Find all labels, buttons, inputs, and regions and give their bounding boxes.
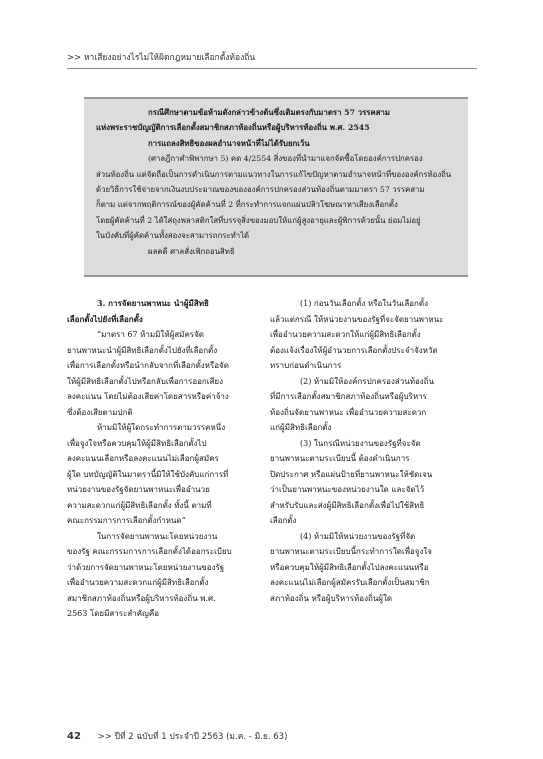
right-column-line: ลงคะแนนไม่เลือกผู้สมัครรับเลือกตั้งเป็นสมาชิก (270, 578, 430, 587)
left-column-line: 2563 โดยมีสาระสำคัญคือ (67, 609, 160, 618)
left-column-line: คณะกรรมการการเลือกตั้งกำหนด” (67, 516, 186, 525)
footer-text: >> ปีที่ 2 ฉบับที่ 1 ประจำปี 2563 (ม.ค. - มิ.ย. 63) (97, 732, 288, 742)
page-footer (67, 729, 487, 743)
header-rule (67, 68, 477, 69)
left-column-line: เพื่ออำนวยความสะดวกแก่ผู้มีสิทธิเลือกตั้ง (67, 578, 209, 587)
left-column-line: ลงคะแนน โดยไม่ต้องเสียค่าโดยสารหรือค่าจ้าง (67, 392, 229, 401)
right-column-line: เลือกตั้ง (270, 516, 297, 525)
right-column-line: หรือควบคุมให้ผู้มีสิทธิเลือกตั้งไปลงคะแนนหรือ (270, 562, 429, 572)
right-column-line: (3) ในกรณีหน่วยงานของรัฐที่จะจัด (300, 438, 421, 448)
right-column-line: ยานพาหนะตามระเบียบนี้ ต้องดำเนินการ (270, 454, 410, 463)
right-column-line: (4) ห้ามมิให้หน่วยงานของรัฐที่จัด (300, 531, 416, 541)
left-column-line: สมาชิกสภาท้องถิ่นหรือผู้บริหารท้องถิ่น พ.ศ. (67, 593, 216, 603)
header-text: >> หาเสียงอย่างไรไม่ให้ผิดกฎหมายเลือกตั้งท้องถิ่น (67, 53, 256, 63)
case-study-line: กรณีศึกษาตามข้อห้ามดังกล่าวข้างต้นซึ่งเติมตรงกับมาตรา 57 วรรคสาม (148, 108, 390, 117)
left-column-line: เพื่อการเลือกตั้งหรือนำกลับจากที่เลือกตั้งหรือจัด (67, 361, 229, 370)
left-column-line: ลงคะแนนเลือกหรือลงคะแนนไม่เลือกผู้สมัคร (67, 454, 219, 463)
case-study-line: การแถลงสิทธิของผลอำนาจหน้าที่ไม่ได้รับยกเว้น (148, 138, 310, 148)
right-column-line: สภาท้องถิ่น หรือผู้บริหารท้องถิ่นผู้ใด (270, 593, 393, 603)
case-study-line: ผลคดี ศาลสั่งเพิกถอนสิทธิ (148, 246, 235, 256)
page-number: 42 (67, 731, 81, 742)
right-column-line: ที่มีการเลือกตั้งสมาชิกสภาท้องถิ่นหรือผู้บริหาร (270, 392, 427, 401)
case-study-line: ด้วยวิธีการใช้จ่ายจากเงินงบประมาณของขององค์การปกครองส่วนท้องถิ่นตามมาตรา 57 วรรคสาม (96, 185, 425, 195)
case-study-text (96, 105, 456, 259)
right-column-line: สำหรับรับและส่งผู้มีสิทธิเลือกตั้งเพื่อไปใช้สิทธิ (270, 500, 425, 510)
left-column-line: เพื่อจูงใจหรือควบคุมให้ผู้มีสิทธิเลือกตั้งไป (67, 438, 207, 448)
case-study-line: โดยผู้คัดค้านที่ 2 ได้ใส่ถุงพลาสติกใสที่บรรจุสิ่งของมอบให้แก่ผู้สูงอายุและผู้พิการด้วยนั้น ย่อมไม่อยู่ (96, 215, 421, 225)
left-column-line: “มาตรา 67 ห้ามมิให้ผู้สมัครจัด (97, 330, 204, 339)
case-study-line: แห่งพระราชบัญญัติการเลือกตั้งสมาชิกสภาท้องถิ่นหรือผู้บริหารท้องถิ่น พ.ศ. 2545 (96, 123, 370, 133)
right-column-line: ต้องแจ้งเรื่องให้ผู้อำนวยการเลือกตั้งประจำจังหวัด (270, 345, 438, 355)
case-study-line: ส่วนท้องถิ่น แต่จัดถือเป็นการดำเนินการตามแนวทางในการแก้ไขปัญหาตามอำนาจหน้าที่ขององค์กรท้องถิ่น (96, 169, 452, 179)
left-column-line: ยานพาหนะนำผู้มีสิทธิเลือกตั้งไปยังที่เลือกตั้ง (67, 345, 218, 355)
case-study-line: ก็ตาม แต่จากพฤติการณ์ของผู้คัดค้านที่ 2 ที่กระทำการแจกแผ่นปลิวโฆษณาหาเสียงเลือกตั้ง (96, 200, 398, 210)
left-column-line: ผู้ใด บทบัญญัติในมาตรานี้มิให้ใช้บังคับแก่การที่ (67, 469, 229, 479)
left-column-line: ห้ามมิให้ผู้ใดกระทำการตามวรรคหนึ่ง (97, 423, 226, 432)
running-header (67, 50, 477, 64)
right-column-line: (1) ก่อนวันเลือกตั้ง หรือในวันเลือกตั้ง (300, 299, 428, 308)
box-top-border (84, 97, 468, 99)
right-column-line: ปิดประกาศ หรือแผ่นป้ายที่ยานพาหนะให้ชัดเจน (270, 469, 433, 479)
right-column-line: ว่าเป็นยานพาหนะของหน่วยงานใด และจัดไว้ (270, 485, 425, 494)
case-study-line: (ศาลฎีกาคำพิพากษา 5) คด 4/2554 สิ่งของที่นำมาแจกจัดซื้อโดยองค์การปกครอง (148, 154, 423, 164)
left-column-line: 3. การจัดยานพาหนะ นำผู้มีสิทธิ (97, 298, 209, 308)
right-column-line: (2) ห้ามมิให้องค์กรปกครองส่วนท้องถิ่น (300, 376, 434, 386)
right-column-line: เพื่ออำนวยความสะดวกให้แก่ผู้มีสิทธิเลือกตั้ง (270, 330, 421, 339)
left-column-line: ว่าด้วยการจัดยานพาหนะโดยหน่วยงานของรัฐ (67, 562, 225, 572)
right-column-line: ยานพาหนะตามระเบียบนี้กระทำการใดเพื่อจูงใจ (270, 547, 432, 556)
box-bottom-border (84, 275, 468, 277)
left-column-line: เลือกตั้งไปยังที่เลือกตั้ง (67, 313, 143, 324)
left-column (67, 296, 267, 622)
right-column-line: แก่ผู้มีสิทธิเลือกตั้ง (270, 423, 332, 432)
left-column-line: ซึ่งต้องเสียตามปกติ (67, 407, 133, 417)
case-study-box (84, 97, 468, 277)
left-column-line: ของรัฐ คณะกรรมการการเลือกตั้งได้ออกระเบียบ (67, 547, 232, 556)
left-column-line: ความสะดวกแก่ผู้มีสิทธิเลือกตั้ง ทั้งนี้ ตามที่ (67, 500, 212, 510)
right-column-line: ท้องถิ่นจัดยานพาหนะ เพื่ออำนวยความสะดวก (270, 407, 427, 417)
right-column-line: ทราบก่อนดำเนินการ (270, 361, 342, 370)
case-study-line: ในบังคับที่ผู้คัดค้านทั้งสองจะสามารถกระทำได้ (96, 231, 250, 241)
right-column-line: แล้วแต่กรณี ให้หน่วยงานของรัฐที่จะจัดยานพาหนะ (270, 314, 444, 324)
left-column-line: หน่วยงานของรัฐจัดยานพาหนะเพื่ออำนวย (67, 485, 210, 494)
right-column (270, 296, 470, 606)
left-column-line: ในการจัดยานพาหนะโดยหน่วยงาน (97, 531, 218, 541)
left-column-line: ให้ผู้มีสิทธิเลือกตั้งไปหรือกลับเพื่อการออกเสียง (67, 376, 223, 386)
